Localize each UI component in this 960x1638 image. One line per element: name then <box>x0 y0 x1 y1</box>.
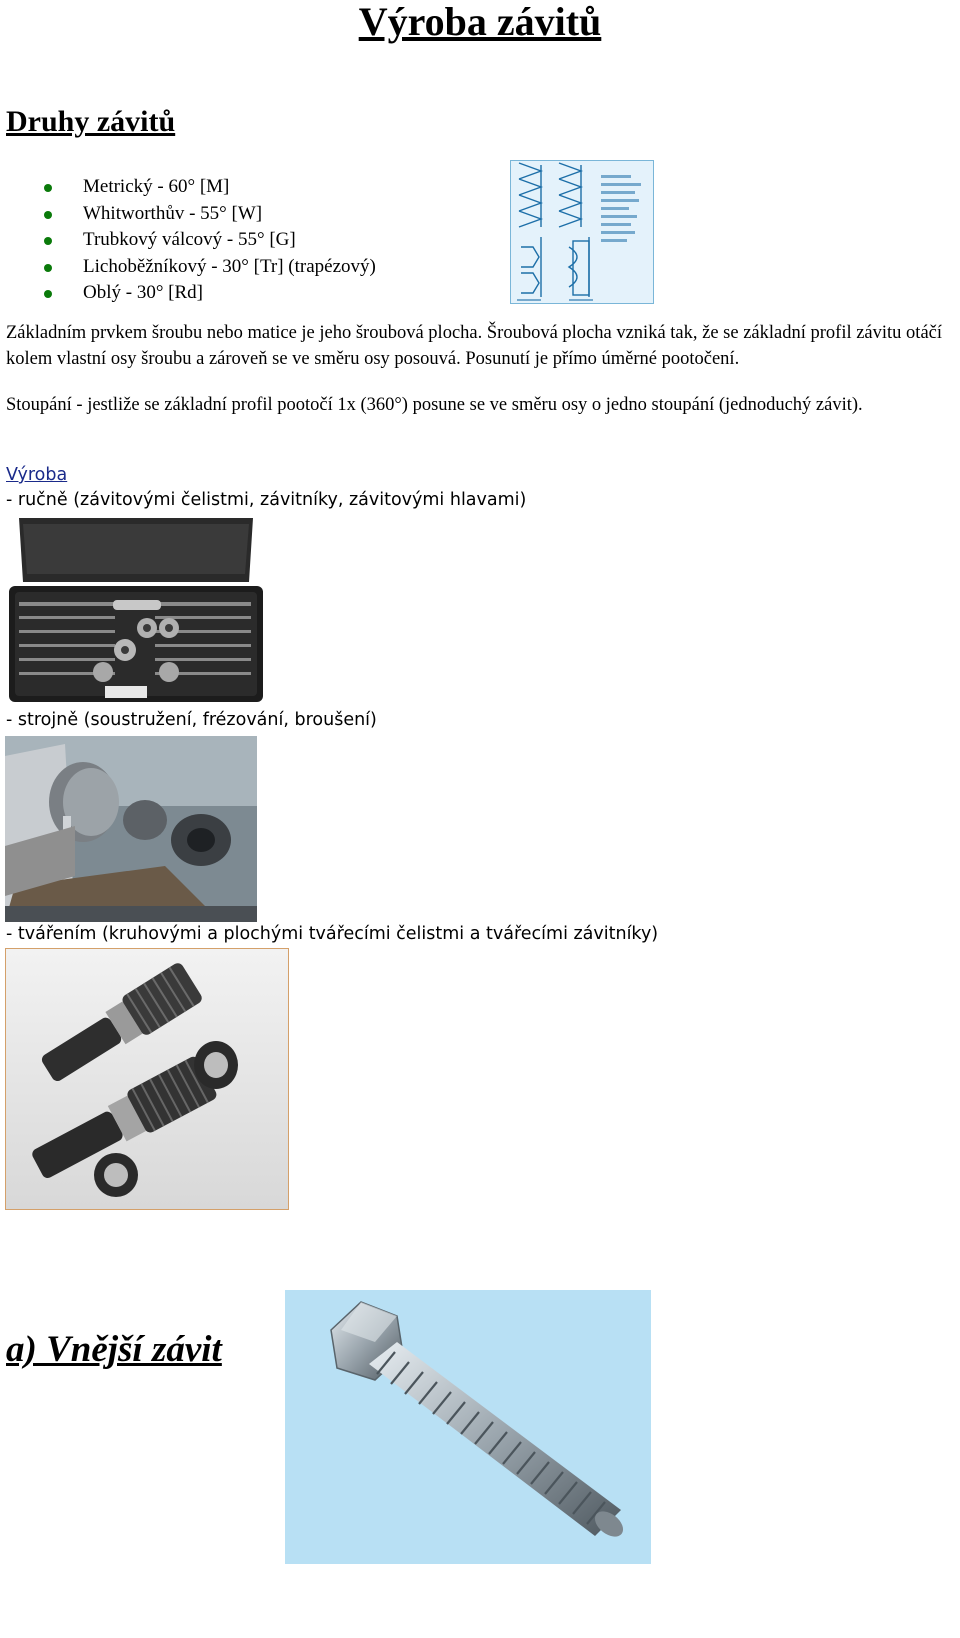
bullet-icon <box>44 290 52 298</box>
pitch-paragraph: Stoupání - jestliže se základní profil pootočí 1x (360°) posune se ve směru osy o jedno stoupání (jednoduchý závit). <box>6 395 863 415</box>
tap-and-die-set-graphic <box>5 516 267 706</box>
lathe-threading-graphic <box>5 736 257 922</box>
bullet-icon <box>44 184 52 192</box>
lathe-threading-photo <box>5 736 257 922</box>
list-item: Whitworthův - 55° [W] <box>40 201 376 228</box>
section-heading-thread-types: Druhy závitů <box>6 105 176 138</box>
list-item: Oblý - 30° [Rd] <box>40 280 376 307</box>
screw-surface-paragraph: Základním prvkem šroubu nebo matice je jeho šroubová plocha. Šroubová plocha vzniká tak, že se základní profil závitu otáčí kolem vlastní osy šroubu a zároveň se ve směru osy posouvá. Posunutí je přímo úměrné pootočení. <box>6 323 943 369</box>
bullet-icon <box>44 237 52 245</box>
list-item: Metrický - 60° [M] <box>40 174 376 201</box>
method-machine-text: - strojně (soustružení, frézování, broušení) <box>6 710 377 730</box>
list-item: Trubkový válcový - 55° [G] <box>40 227 376 254</box>
page-title: Výroba závitů <box>358 0 602 44</box>
list-item: Lichoběžníkový - 30° [Tr] (trapézový) <box>40 254 376 281</box>
bullet-icon <box>44 264 52 272</box>
thread-rolling-heads-graphic <box>6 949 288 1209</box>
production-link[interactable]: Výroba <box>6 465 68 485</box>
thread-profiles-diagram <box>510 160 654 304</box>
thread-rolling-heads-photo <box>5 948 289 1210</box>
method-forming-text: - tvářením (kruhovými a plochými tvářecími čelistmi a tvářecími závitníky) <box>6 924 659 944</box>
bolt-photo <box>285 1290 651 1564</box>
thread-profiles-diagram-graphic <box>511 161 653 303</box>
bullet-icon <box>44 211 52 219</box>
method-manual-text: - ručně (závitovými čelistmi, závitníky, závitovými hlavami) <box>6 490 527 510</box>
section-heading-external-thread: a) Vnější závit <box>6 1329 222 1370</box>
thread-types-list <box>40 174 376 307</box>
tap-and-die-set-photo <box>5 516 267 706</box>
bolt-graphic <box>285 1290 651 1564</box>
